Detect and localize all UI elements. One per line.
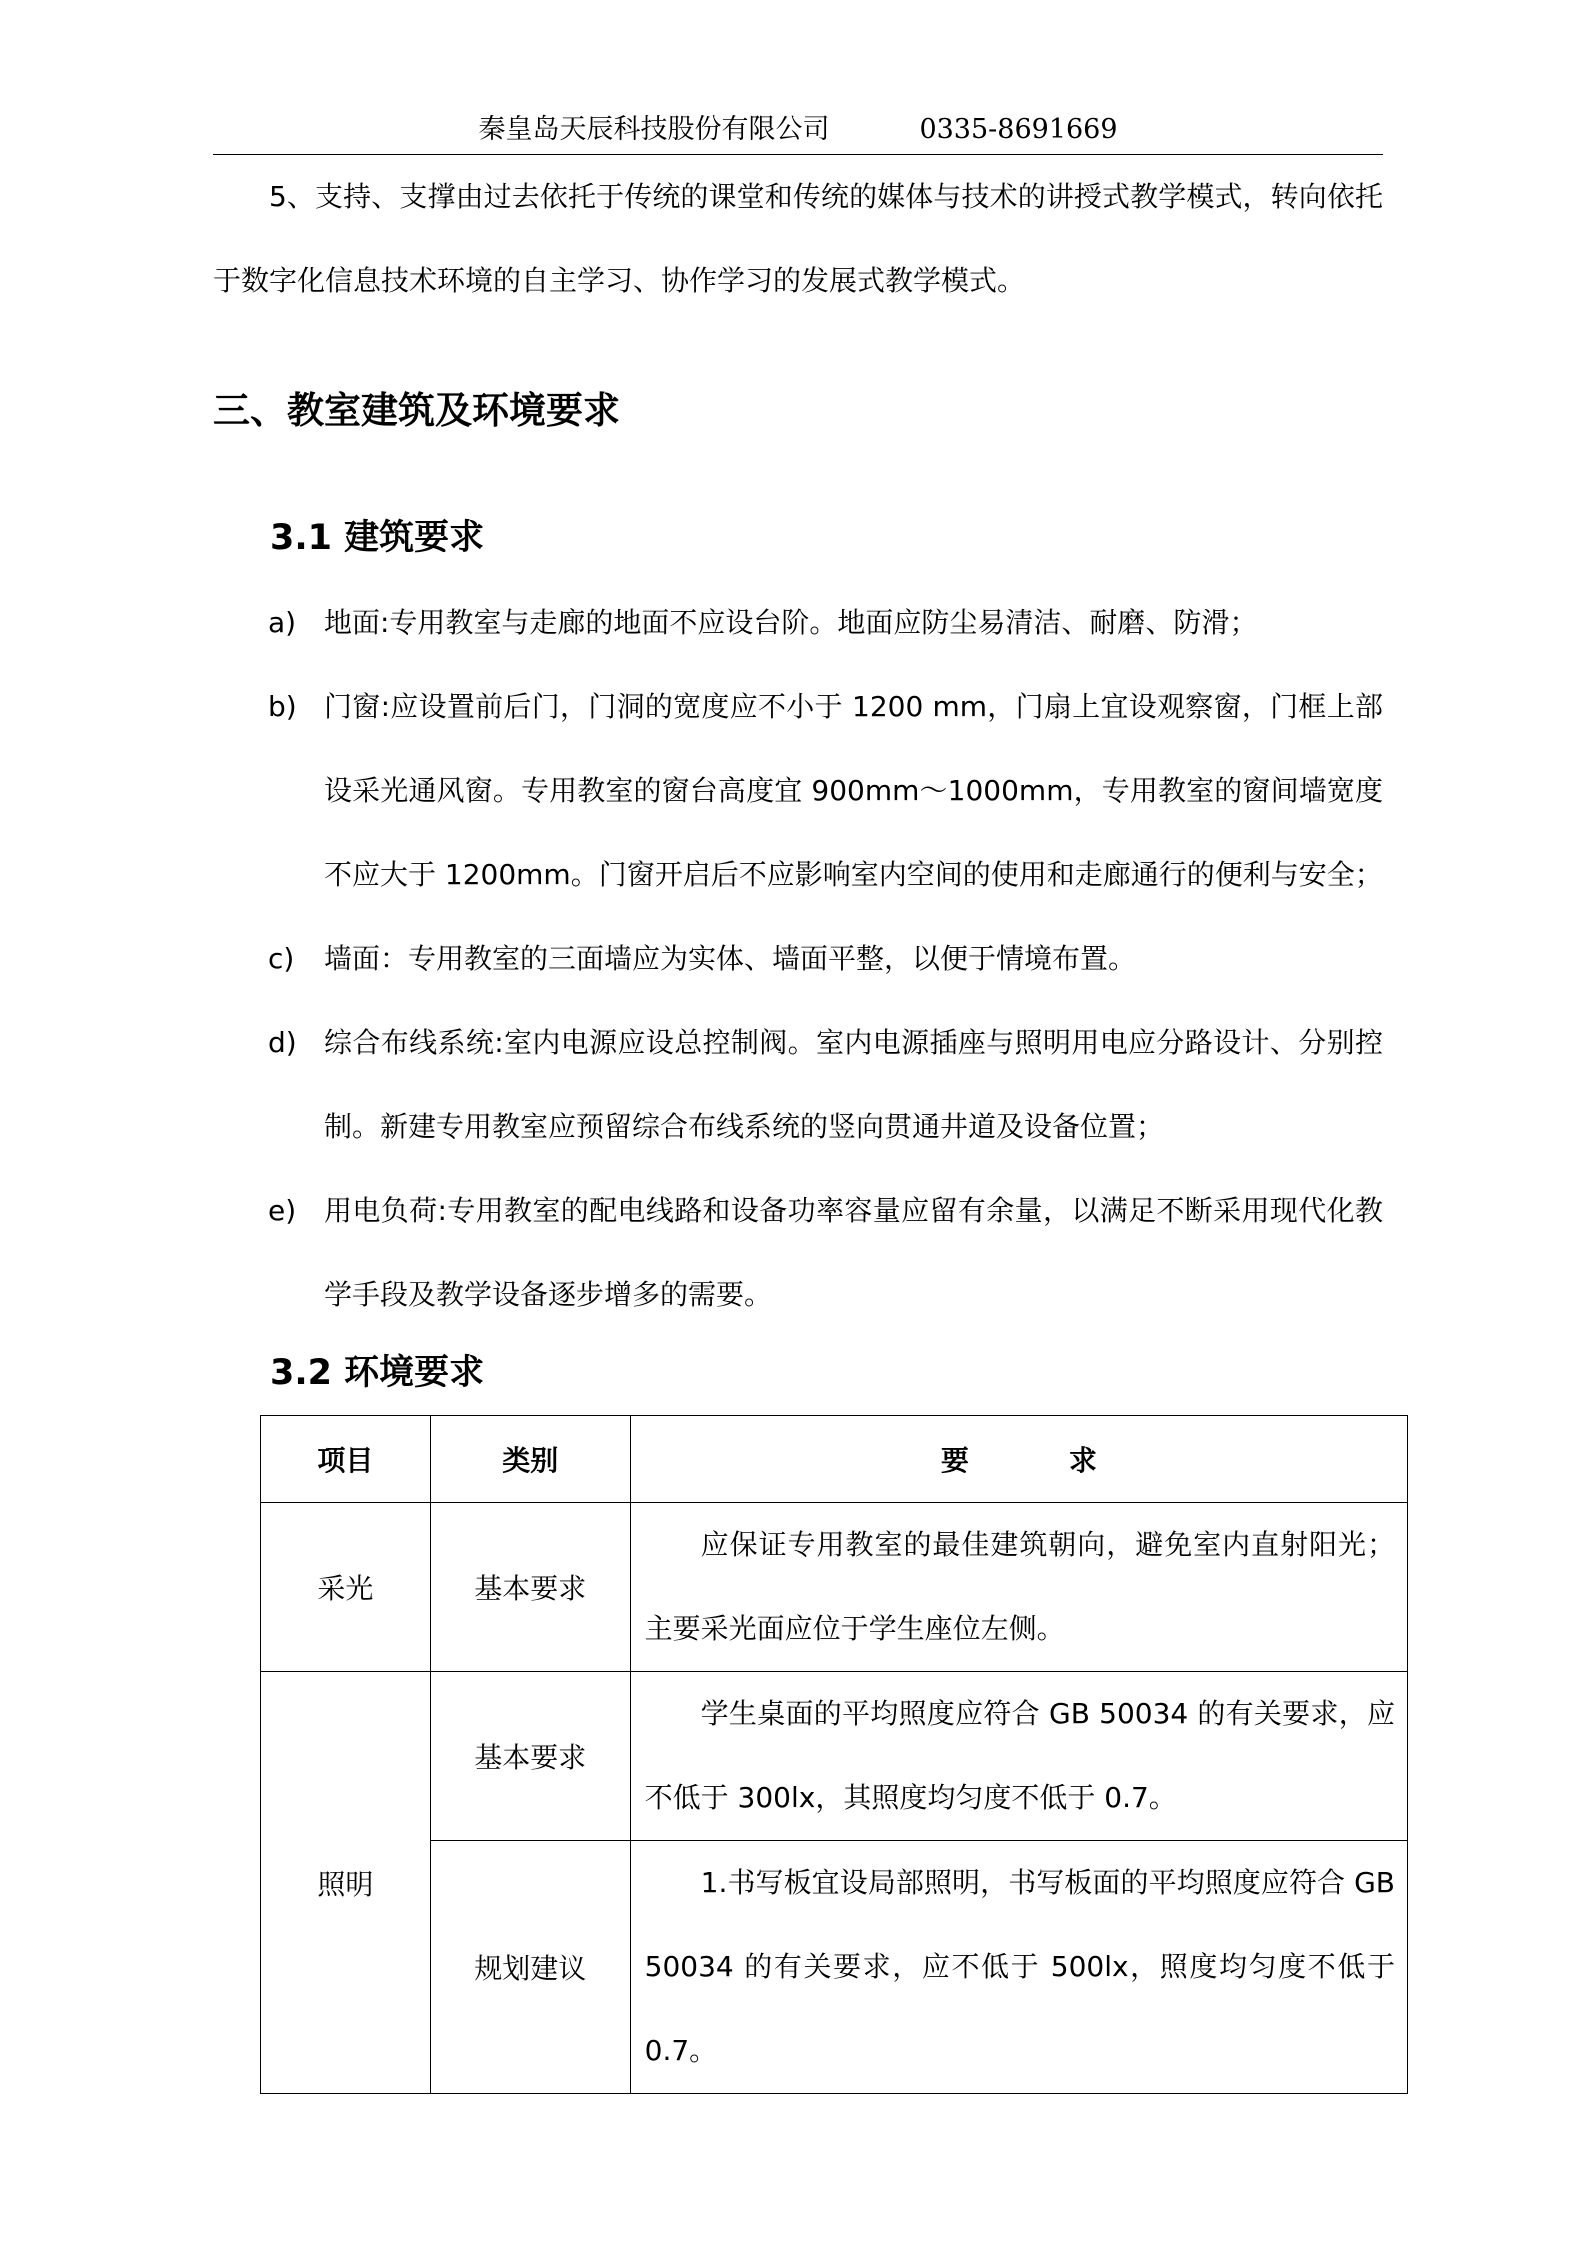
list-item-text: 综合布线系统:室内电源应设总控制阀。室内电源插座与照明用电应分路设计、分别控制。新建专用教室应预留综合布线系统的竖向贯通井道及设备位置； bbox=[324, 1026, 1383, 1143]
list-marker: b) bbox=[268, 690, 297, 723]
header-item: 项目 bbox=[261, 1416, 431, 1503]
header-requirement-char-2: 求 bbox=[1068, 1444, 1097, 1477]
list-marker: c) bbox=[268, 942, 295, 975]
table-row bbox=[261, 1841, 1408, 2094]
list-item-text: 地面:专用教室与走廊的地面不应设台阶。地面应防尘易清洁、耐磨、防滑； bbox=[324, 606, 1258, 639]
environment-requirements-table bbox=[260, 1415, 1408, 2094]
cell-requirement bbox=[630, 1672, 1407, 1841]
list-marker: e) bbox=[268, 1194, 297, 1227]
list-item bbox=[268, 581, 1383, 665]
section-3-1-title: 3.1 建筑要求 bbox=[270, 518, 485, 558]
header-requirement bbox=[630, 1416, 1407, 1503]
cell-requirement bbox=[630, 1503, 1407, 1672]
table-row bbox=[261, 1503, 1408, 1672]
header-company: 秦皇岛天辰科技股份有限公司 bbox=[478, 114, 830, 145]
requirement-text: 应保证专用教室的最佳建筑朝向，避免室内直射阳光；主要采光面应位于学生座位左侧。 bbox=[644, 1528, 1395, 1645]
list-marker: d) bbox=[268, 1026, 297, 1059]
cell-category: 基本要求 bbox=[430, 1503, 630, 1672]
cell-category: 规划建议 bbox=[430, 1841, 630, 2094]
list-item bbox=[268, 1001, 1383, 1169]
cell-category: 基本要求 bbox=[430, 1672, 630, 1841]
list-marker: a) bbox=[268, 606, 297, 639]
list-item bbox=[268, 917, 1383, 1001]
list-item-text: 用电负荷:专用教室的配电线路和设备功率容量应留有余量，以满足不断采用现代化教学手段及教学设备逐步增多的需要。 bbox=[324, 1194, 1383, 1311]
header-requirement-char-1: 要 bbox=[940, 1444, 969, 1477]
list-item bbox=[268, 1169, 1383, 1337]
table-header-row bbox=[261, 1416, 1408, 1503]
intro-paragraph: 5、支持、支撑由过去依托于传统的课堂和传统的媒体与技术的讲授式教学模式，转向依托于数字化信息技术环境的自主学习、协作学习的发展式教学模式。 bbox=[213, 180, 1383, 297]
table-row bbox=[261, 1672, 1408, 1841]
list-item-text: 门窗:应设置前后门，门洞的宽度应不小于 1200 mm，门扇上宜设观察窗，门框上部设采光通风窗。专用教室的窗台高度宜 900mm～1000mm，专用教室的窗间墙宽度不应大于 1200mm。门窗开启后不应影响室内空间的使用和走廊通行的便利与安全； bbox=[324, 690, 1383, 891]
list-item-text: 墙面：专用教室的三面墙应为实体、墙面平整，以便于情境布置。 bbox=[324, 942, 1137, 975]
header-phone: 0335-8691669 bbox=[919, 114, 1118, 145]
requirement-text: 学生桌面的平均照度应符合 GB 50034 的有关要求，应不低于 300lx，其照度均匀度不低于 0.7。 bbox=[644, 1697, 1395, 1814]
section-3-2-title: 3.2 环境要求 bbox=[270, 1353, 485, 1393]
header-category: 类别 bbox=[430, 1416, 630, 1503]
requirement-text: 1.书写板宜设局部照明，书写板面的平均照度应符合 GB 50034 的有关要求，应不低于 500lx，照度均匀度不低于 0.7。 bbox=[644, 1866, 1395, 2067]
section-3-title: 三、教室建筑及环境要求 bbox=[213, 389, 620, 432]
page-header bbox=[213, 110, 1383, 155]
list-item bbox=[268, 665, 1383, 917]
cell-requirement bbox=[630, 1841, 1407, 2094]
cell-item: 采光 bbox=[261, 1503, 431, 1672]
cell-item: 照明 bbox=[261, 1672, 431, 2094]
